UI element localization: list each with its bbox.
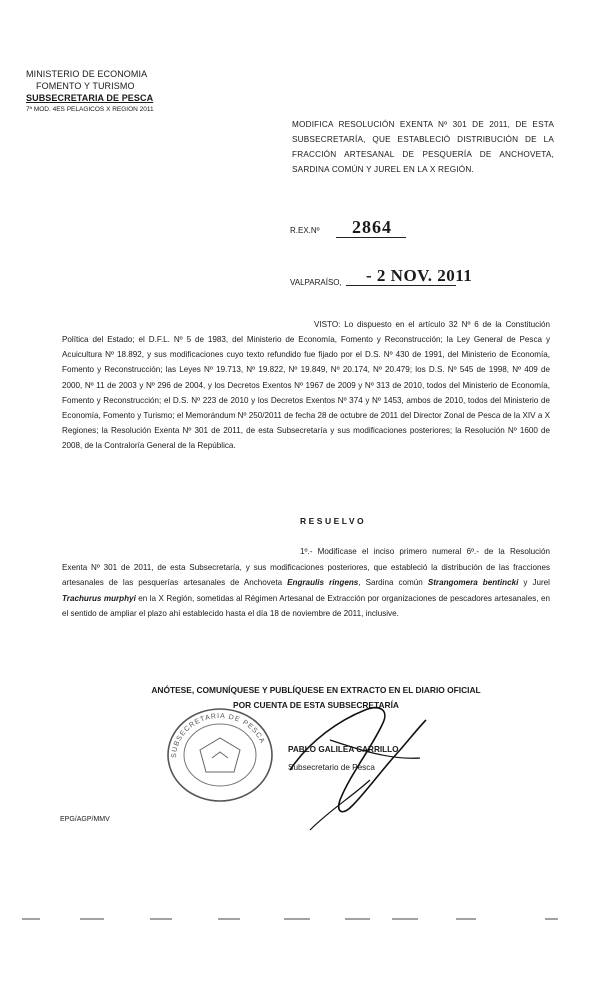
resolution-subject: MODIFICA RESOLUCIÓN EXENTA Nº 301 DE 2011, DE ESTA SUBSECRETARÍA, QUE ESTABLECIÓ DISTRIBUCIÓN DE LA FRACCIÓN ARTESANAL DE PESQUERÍA DE ANCHOVETA, SARDINA COMÚN Y JUREL EN LA X REGIÓN.: [292, 120, 554, 174]
signer-title: Subsecretario de Pesca: [288, 763, 375, 772]
species-name: Engraulis ringens: [287, 578, 359, 588]
species-name: Trachurus murphyi: [62, 593, 136, 603]
visto-paragraph: VISTO: Lo dispuesto en el artículo 32 Nº 6 de la Constitución Política del Estado; el D.F.L. Nº 5 de 1983, del Ministerio de Economía, Fomento y Reconstrucción; la Ley General de Pesca y Acuicultura Nº 18.892, y sus modificaciones cuyo texto refundido fue fijado por el D.S. Nº 430 de 1991, del Ministerio de Economía, Fomento y Reconstrucción; las Leyes Nº 19.713, Nº 19.822, Nº 19.849, Nº 20.174, Nº 20.479; los D.S. Nº 545 de 1998, Nº 409 de 2000, Nº 11 de 2003 y Nº 296 de 2004, y los Decretos Exentos Nº 1967 de 2009 y Nº 313 de 2010, todos del Ministerio de Economía, Fomento y Reconstrucción; el D.S. Nº 223 de 2010 y los Decretos Exentos Nº 374 y Nº 1453, ambos de 2010, todos del Ministerio de Economía, Fomento y Turismo; el Memorándum Nº 250/2011 de fecha 28 de octubre de 2011 del Director Zonal de Pesca de la XIV a X Regiones; la Resolución Exenta Nº 301 de 2011, de esta Subsecretaría y sus modificaciones posteriores; la Resolución Nº 1600 de 2008, de la Contraloría General de la República.: [62, 320, 550, 451]
handwritten-signature: [270, 680, 440, 840]
closing-line-1: ANÓTESE, COMUNÍQUESE Y PUBLÍQUESE EN EXTRACTO EN EL DIARIO OFICIAL: [151, 685, 481, 695]
species-name: Strangomera bentincki: [427, 578, 519, 588]
seal-text: SUBSECRETARIA DE PESCA: [170, 712, 266, 759]
article-text: y Jurel: [518, 578, 550, 588]
letterhead: [26, 68, 154, 116]
svg-text:SUBSECRETARIA DE PESCA: [171, 713, 266, 758]
resolution-date-underline: [346, 285, 456, 286]
subsecretariat-name: SUBSECRETARIA DE PESCA: [26, 93, 154, 103]
resuelvo-article-1: [62, 544, 550, 622]
resolution-number: 2864: [352, 217, 392, 237]
article-text: en la X Región, sometidas al Régimen Artesanal de Extracción por organizaciones de pescadores artesanales, en el sentido de ampliar el plazo ahí establecido hasta el día 18 de noviembre de 2011, inclusive.: [62, 593, 550, 619]
bottom-scan-marks: [0, 916, 600, 922]
resolution-label: R.EX.Nº: [290, 226, 320, 235]
article-text: , Sardina común: [358, 578, 428, 588]
official-seal-stamp: [160, 700, 280, 810]
drafter-initials: EPG/AGP/MMV: [60, 816, 110, 823]
resolution-number-underline: [336, 237, 406, 238]
resolution-place: VALPARAÍSO,: [290, 278, 342, 287]
resolution-date-stamp: - 2 NOV. 2011: [366, 266, 473, 285]
ministry-subtitle: FOMENTO Y TURISMO: [36, 81, 135, 91]
closing-line-2: POR CUENTA DE ESTA SUBSECRETARÍA: [233, 699, 399, 710]
file-reference: 7ª MOD. 4ES PELAGICOS X REGION 2011: [26, 106, 154, 113]
article-text: 1º.- Modifícase el inciso primero numeral 6º.- de la Resolución Exenta Nº 301 de 2011, de esta Subsecretaría, y sus modificaciones posteriores, que estableció la distribución de las fracciones artesanales de las pesquerías artesanales de Anchoveta: [62, 547, 550, 588]
signer-name: PABLO GALILEA CARRILLO: [288, 745, 399, 754]
resuelvo-heading: RESUELVO: [300, 516, 367, 526]
ministry-name: MINISTERIO DE ECONOMIA: [26, 69, 148, 79]
